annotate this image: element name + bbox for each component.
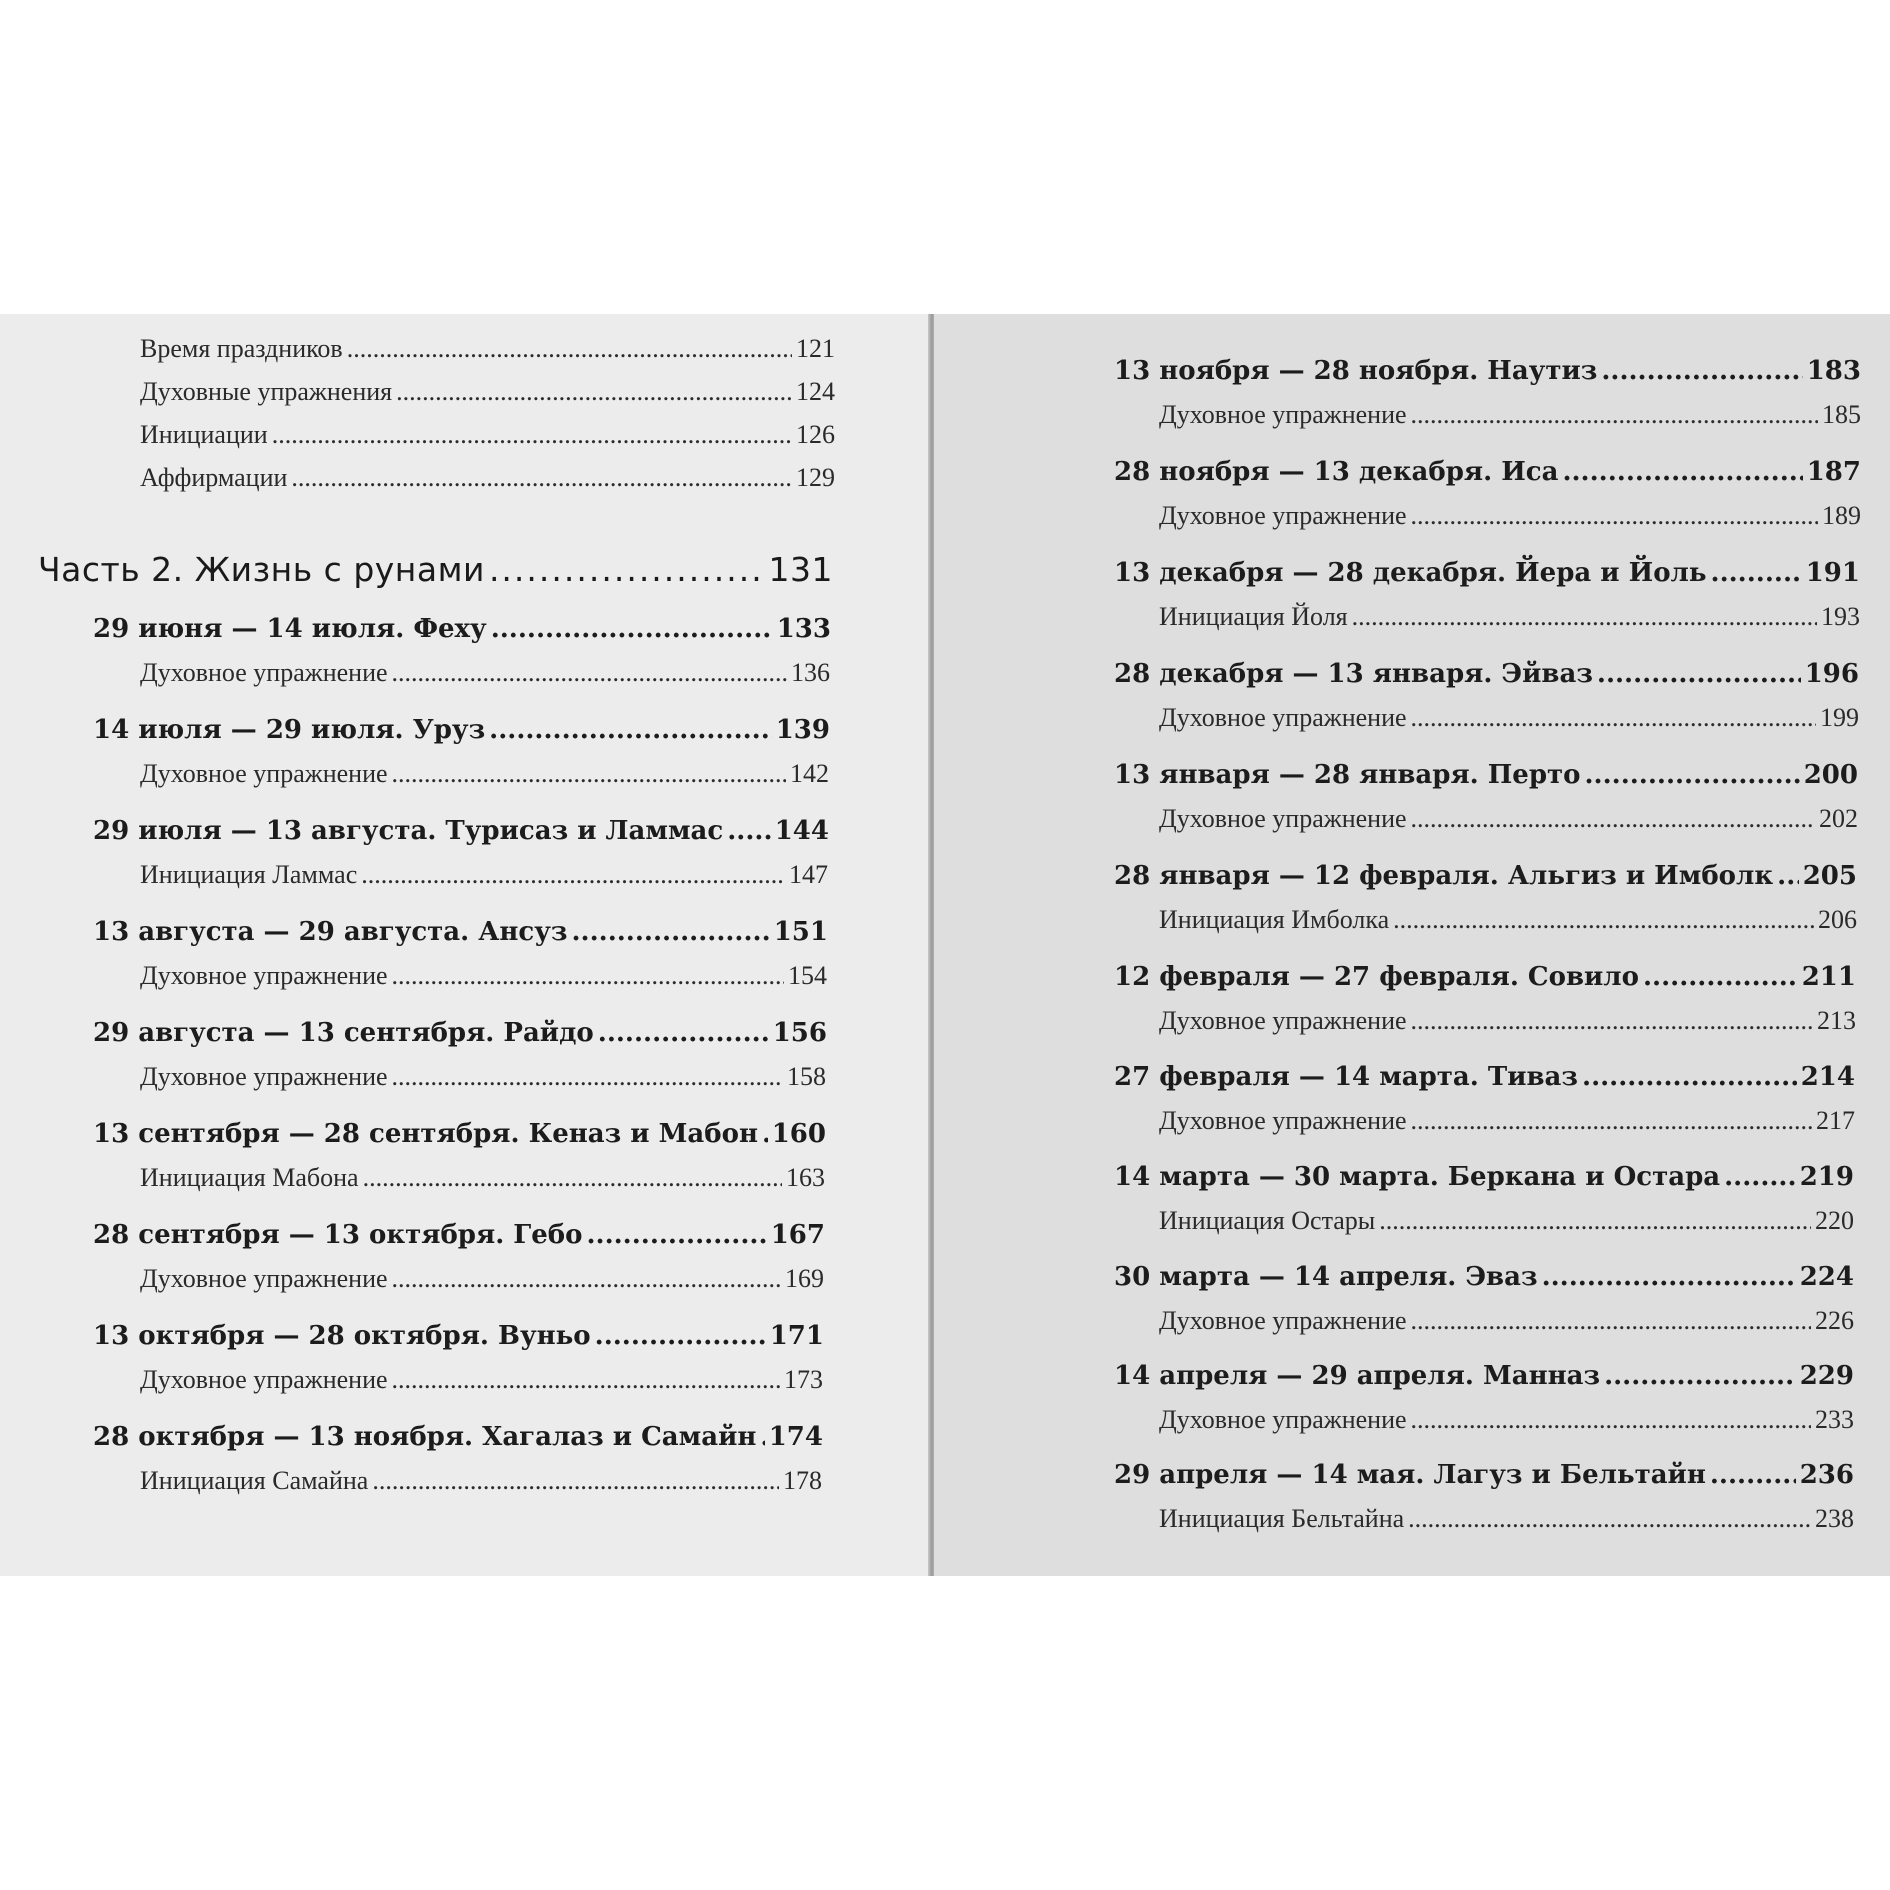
toc-chapter	[1114, 760, 1858, 790]
subentry-page: 173	[784, 1365, 823, 1394]
subentry-title: Инициация Ламмас	[140, 860, 358, 889]
chapter-page: 160	[771, 1119, 826, 1149]
toc-leader	[1411, 804, 1815, 834]
toc-subentry	[1159, 1006, 1856, 1036]
chapter-title: 29 апреля — 14 мая. Лагуз и Бельтайн	[1114, 1460, 1706, 1490]
subentry-page: 189	[1822, 501, 1861, 530]
toc-chapter	[1114, 659, 1859, 689]
subentry-page: 220	[1815, 1206, 1854, 1235]
toc-subentry	[1159, 501, 1861, 531]
subentry-title: Духовное упражнение	[1159, 1106, 1407, 1135]
chapter-page: 133	[776, 614, 831, 644]
toc-leader	[392, 1365, 780, 1395]
subentry-page: 217	[1816, 1106, 1855, 1135]
chapter-page: 224	[1799, 1262, 1854, 1292]
toc-subentry	[1159, 602, 1860, 632]
toc-subentry	[1159, 804, 1858, 834]
toc-chapter	[93, 1220, 825, 1250]
toc-leader	[1411, 1106, 1812, 1136]
chapter-page: 200	[1803, 760, 1858, 790]
part-heading	[38, 550, 833, 589]
toc-leader	[595, 1321, 766, 1351]
toc-chapter	[93, 1321, 824, 1351]
subentry-page: 199	[1820, 703, 1859, 732]
right-page	[934, 314, 1890, 1576]
toc-chapter	[93, 1422, 823, 1452]
chapter-page: 139	[775, 715, 830, 745]
book-spread	[0, 314, 1890, 1576]
subentry-title: Инициация Самайна	[140, 1466, 369, 1495]
chapter-title: 28 января — 12 февраля. Альгиз и Имболк	[1114, 861, 1774, 891]
toc-chapter	[93, 715, 830, 745]
toc-leader	[491, 614, 773, 644]
chapter-title: 28 декабря — 13 января. Эйваз	[1114, 659, 1593, 689]
toc-leader	[1584, 760, 1799, 790]
chapter-page: 183	[1806, 356, 1861, 386]
chapter-page: 229	[1799, 1361, 1854, 1391]
subentry-title: Инициация Остары	[1159, 1206, 1376, 1235]
toc-entry	[140, 420, 835, 450]
toc-leader	[586, 1220, 766, 1250]
subentry-page: 202	[1819, 804, 1858, 833]
subentry-title: Духовное упражнение	[140, 1365, 388, 1394]
toc-entry-title: Время праздников	[140, 334, 343, 363]
subentry-page: 142	[790, 759, 829, 788]
toc-leader	[489, 550, 765, 589]
chapter-title: 13 октября — 28 октября. Вуньо	[93, 1321, 591, 1351]
toc-leader	[1597, 659, 1801, 689]
subentry-page: 206	[1818, 905, 1857, 934]
chapter-page: 205	[1802, 861, 1857, 891]
toc-entry-title: Духовные упражнения	[140, 377, 393, 406]
toc-leader	[1411, 1306, 1811, 1336]
subentry-page: 158	[787, 1062, 826, 1091]
subentry-page: 233	[1815, 1405, 1854, 1434]
subentry-title: Духовное упражнение	[140, 658, 388, 687]
toc-leader	[489, 715, 772, 745]
subentry-title: Духовное упражнение	[1159, 1405, 1407, 1434]
chapter-title: 14 марта — 30 марта. Беркана и Остара	[1114, 1162, 1721, 1192]
toc-subentry	[1159, 1306, 1854, 1336]
toc-entry-title: Инициации	[140, 420, 268, 449]
toc-chapter	[1114, 861, 1857, 891]
toc-chapter	[93, 1119, 826, 1149]
subentry-title: Духовное упражнение	[1159, 1006, 1407, 1035]
toc-subentry	[1159, 1504, 1854, 1534]
toc-chapter	[1114, 1460, 1854, 1490]
toc-chapter	[93, 1018, 827, 1048]
toc-entry-page: 129	[796, 463, 835, 492]
subentry-page: 238	[1815, 1504, 1854, 1533]
toc-leader	[1411, 400, 1818, 430]
toc-subentry	[140, 658, 830, 688]
subentry-title: Духовное упражнение	[1159, 1306, 1407, 1335]
toc-entry	[140, 334, 835, 364]
chapter-title: 14 апреля — 29 апреля. Манназ	[1114, 1361, 1601, 1391]
toc-subentry	[1159, 1106, 1855, 1136]
toc-leader	[1604, 1361, 1796, 1391]
toc-chapter	[1114, 1062, 1855, 1092]
toc-leader	[1411, 501, 1818, 531]
toc-leader	[1724, 1162, 1796, 1192]
toc-leader	[1562, 457, 1802, 487]
chapter-page: 219	[1799, 1162, 1854, 1192]
toc-leader	[1582, 1062, 1797, 1092]
chapter-title: 27 февраля — 14 марта. Тиваз	[1114, 1062, 1579, 1092]
chapter-title: 13 ноября — 28 ноября. Наутиз	[1114, 356, 1598, 386]
toc-leader	[392, 759, 786, 789]
subentry-page: 178	[783, 1466, 822, 1495]
subentry-title: Духовное упражнение	[140, 759, 388, 788]
chapter-title: 13 сентября — 28 сентября. Кеназ и Мабон	[93, 1119, 758, 1149]
toc-subentry	[140, 1264, 824, 1294]
chapter-page: 156	[772, 1018, 827, 1048]
toc-subentry	[140, 860, 828, 890]
toc-leader	[1711, 558, 1802, 588]
chapter-page: 171	[769, 1321, 824, 1351]
chapter-page: 196	[1804, 659, 1859, 689]
toc-leader	[361, 860, 785, 890]
toc-leader	[1777, 861, 1799, 891]
toc-chapter	[1114, 356, 1861, 386]
toc-chapter	[1114, 1262, 1854, 1292]
toc-chapter	[93, 614, 831, 644]
chapter-page: 144	[774, 816, 829, 846]
chapter-page: 236	[1799, 1460, 1854, 1490]
toc-chapter	[1114, 962, 1856, 992]
subentry-title: Инициация Мабона	[140, 1163, 359, 1192]
toc-chapter	[1114, 1162, 1854, 1192]
toc-leader	[1710, 1460, 1796, 1490]
chapter-title: 28 ноября — 13 декабря. Иса	[1114, 457, 1559, 487]
toc-subentry	[1159, 1206, 1854, 1236]
subentry-page: 213	[1817, 1006, 1856, 1035]
subentry-title: Духовное упражнение	[140, 1264, 388, 1293]
chapter-title: 13 декабря — 28 декабря. Йера и Йоль	[1114, 558, 1707, 588]
part-page: 131	[768, 550, 833, 589]
toc-leader	[1411, 1405, 1811, 1435]
subentry-title: Духовное упражнение	[1159, 501, 1407, 530]
subentry-title: Инициация Имболка	[1159, 905, 1390, 934]
toc-leader	[363, 1163, 782, 1193]
subentry-page: 169	[785, 1264, 824, 1293]
toc-subentry	[1159, 1405, 1854, 1435]
toc-subentry	[140, 1466, 822, 1496]
subentry-title: Духовное упражнение	[1159, 400, 1407, 429]
toc-leader	[760, 1422, 764, 1452]
toc-leader	[572, 917, 770, 947]
toc-subentry	[140, 1062, 826, 1092]
chapter-title: 12 февраля — 27 февраля. Совило	[1114, 962, 1639, 992]
toc-entry-page: 121	[796, 334, 835, 363]
subentry-title: Духовное упражнение	[140, 961, 388, 990]
chapter-title: 14 июля — 29 июля. Уруз	[93, 715, 486, 745]
toc-leader	[1411, 1006, 1813, 1036]
toc-leader	[1352, 602, 1817, 632]
toc-leader	[1379, 1206, 1811, 1236]
toc-entry-page: 126	[796, 420, 835, 449]
subentry-title: Духовное упражнение	[140, 1062, 388, 1091]
toc-entry-page: 124	[796, 377, 835, 406]
left-page	[0, 314, 930, 1576]
toc-leader	[272, 420, 792, 450]
toc-subentry	[140, 1365, 823, 1395]
toc-leader	[392, 961, 784, 991]
toc-chapter	[1114, 1361, 1854, 1391]
chapter-title: 28 октября — 13 ноября. Хагалаз и Самайн	[93, 1422, 757, 1452]
chapter-page: 187	[1806, 457, 1861, 487]
subentry-page: 154	[788, 961, 827, 990]
toc-subentry	[140, 759, 829, 789]
subentry-page: 136	[791, 658, 830, 687]
subentry-title: Инициация Бельтайна	[1159, 1504, 1405, 1533]
toc-subentry	[140, 961, 827, 991]
subentry-page: 193	[1821, 602, 1860, 631]
subentry-page: 163	[786, 1163, 825, 1192]
toc-chapter	[93, 816, 829, 846]
toc-entry	[140, 377, 835, 407]
subentry-page: 185	[1822, 400, 1861, 429]
toc-chapter	[1114, 457, 1861, 487]
chapter-title: 29 июля — 13 августа. Турисаз и Ламмас	[93, 816, 724, 846]
chapter-page: 167	[770, 1220, 825, 1250]
toc-leader	[598, 1018, 769, 1048]
toc-leader	[347, 334, 792, 364]
chapter-title: 29 июня — 14 июля. Феху	[93, 614, 487, 644]
subentry-page: 226	[1815, 1306, 1854, 1335]
toc-leader	[392, 1264, 781, 1294]
toc-leader	[392, 1062, 783, 1092]
toc-leader	[1411, 703, 1816, 733]
toc-leader	[1601, 356, 1802, 386]
toc-leader	[396, 377, 792, 407]
chapter-title: 13 января — 28 января. Перто	[1114, 760, 1581, 790]
toc-leader	[291, 463, 792, 493]
toc-subentry	[140, 1163, 825, 1193]
chapter-page: 214	[1800, 1062, 1855, 1092]
toc-leader	[727, 816, 770, 846]
chapter-page: 191	[1805, 558, 1860, 588]
subentry-title: Инициация Йоля	[1159, 602, 1348, 631]
chapter-title: 13 августа — 29 августа. Ансуз	[93, 917, 568, 947]
subentry-title: Духовное упражнение	[1159, 703, 1407, 732]
chapter-page: 174	[768, 1422, 823, 1452]
subentry-page: 147	[789, 860, 828, 889]
toc-leader	[392, 658, 787, 688]
toc-subentry	[1159, 905, 1857, 935]
toc-leader	[1408, 1504, 1811, 1534]
toc-chapter	[93, 917, 828, 947]
toc-entry	[140, 463, 835, 493]
subentry-title: Духовное упражнение	[1159, 804, 1407, 833]
chapter-title: 30 марта — 14 апреля. Эваз	[1114, 1262, 1538, 1292]
part-title: Часть 2. Жизнь с рунами	[38, 550, 485, 589]
chapter-page: 211	[1801, 962, 1856, 992]
toc-entry-title: Аффирмации	[140, 463, 288, 492]
toc-leader	[762, 1119, 768, 1149]
toc-leader	[1643, 962, 1798, 992]
toc-chapter	[1114, 558, 1860, 588]
toc-subentry	[1159, 400, 1861, 430]
chapter-title: 28 сентября — 13 октября. Гебо	[93, 1220, 583, 1250]
toc-leader	[1542, 1262, 1796, 1292]
chapter-page: 151	[773, 917, 828, 947]
chapter-title: 29 августа — 13 сентября. Райдо	[93, 1018, 594, 1048]
toc-leader	[372, 1466, 779, 1496]
toc-subentry	[1159, 703, 1859, 733]
toc-leader	[1393, 905, 1814, 935]
